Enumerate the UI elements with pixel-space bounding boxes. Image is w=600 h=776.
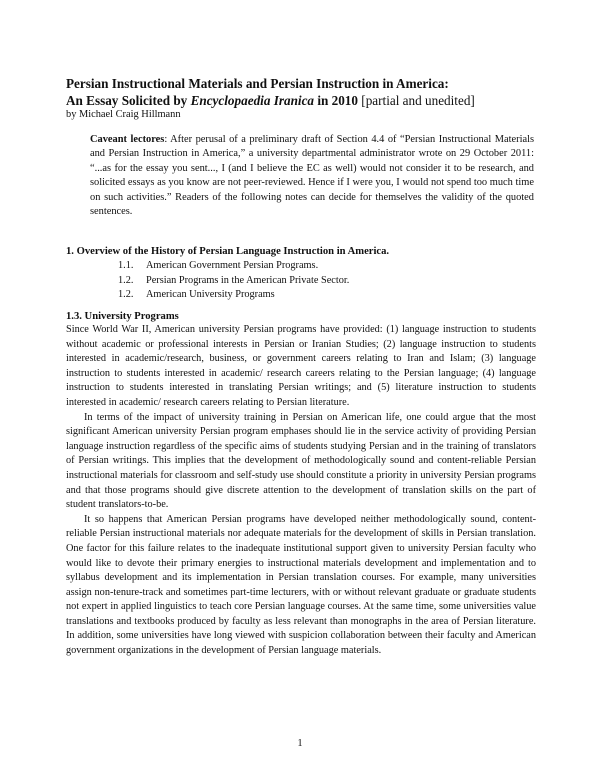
outline-item-label: American University Programs [146,289,275,301]
page-number: 1 [297,738,303,749]
caveat-text: : After perusal of a preliminary draft of Section 4.4 of “Persian Instructional Materials and Persian Instruction in America,” a university departmental administrator wrote on 29 October 2011: “...as for the essay you sent..., I (and I believe the EC as well) would not consider it to be research, and solicited essays as you know are not peer-reviewed. Hence if I were you, I would not spend too much time on such activities.” Readers of the following notes can decide for themselves the validity of the quoted sentences. [90,134,534,218]
section-1-3-heading: 1.3. University Programs [66,311,179,322]
body-paragraph: In terms of the impact of university training in Persian on American life, one could argue that the most significant American university Persian program emphases should lie in the service activity of providing Persian language instruction regardless of the specific aims of students studying Persian and in the training of translators of Persian writings. This implies that the development of methodologically sound and content-reliable Persian instructional materials for classroom and self-study use should constitute a priority in university Persian programs and that those programs should give discrete attention to the development of translation skills on the part of student translators-to-be. [66,411,536,511]
subtitle-year: in 2010 [314,93,362,108]
document-subtitle [66,93,536,109]
outline-item [118,274,349,289]
outline-item-number: 1.1. [118,260,134,271]
outline-item [118,288,349,303]
body-paragraph: It so happens that American Persian programs have developed neither methodologically sound, content-reliable Persian instructional materials nor adequate materials for the development of skills in Persian translation. One factor for this failure relates to the inadequate institutional support given to university Persian faculty who would like to devote their primary energies to instructional materials development and implementation and to syllabus development and its implementation in Persian translation courses. For example, many universities assign non-tenure-track and sometimes part-time lecturers, with or without relevant graduate or graduate students not expert in applied linguistics to teach core Persian language courses. At the same time, some universities value translations and textbooks produced by faculty as less relevant than monographs in the area of Persian literature. In addition, some universities have long viewed with suspicion collaboration between their faculty and American government organizations in the development of Persian language materials. [66,513,536,657]
author-byline: by Michael Craig Hillmann [66,109,181,120]
body-paragraph: Since World War II, American university Persian programs have provided: (1) language instruction to students without academic or professional interests in Persian or Iranian Studies; (2) language instruction to students interested in academic/research, business, or government careers relating to Iran and Islam; (3) language instruction to students interested in academic/ research careers relating to the Persian language; (4) language instruction to students interested in translating Persian writings; and (5) literature instruction to students interested in academic/ research careers relating to Persian literature. [66,324,536,408]
caveat-paragraph [90,133,534,219]
caveat-lead: Caveant lectores [90,134,165,145]
section-1-outline [118,259,349,303]
section-1-3-body [66,323,536,659]
outline-item-label: American Government Persian Programs. [146,260,319,271]
outline-item-number: 1.2. [118,274,134,286]
outline-item [118,259,349,274]
document-title: Persian Instructional Materials and Persian Instruction in America: [66,76,449,91]
section-1-heading: 1. Overview of the History of Persian Language Instruction in America. [66,246,390,257]
subtitle-note: [partial and unedited] [361,93,475,108]
subtitle-journal: Encyclopaedia Iranica [190,93,315,108]
outline-item-number: 1.2. [118,289,134,301]
subtitle-prefix: An Essay Solicited by [66,93,191,108]
outline-item-label: Persian Programs in the American Private Sector. [146,274,350,286]
